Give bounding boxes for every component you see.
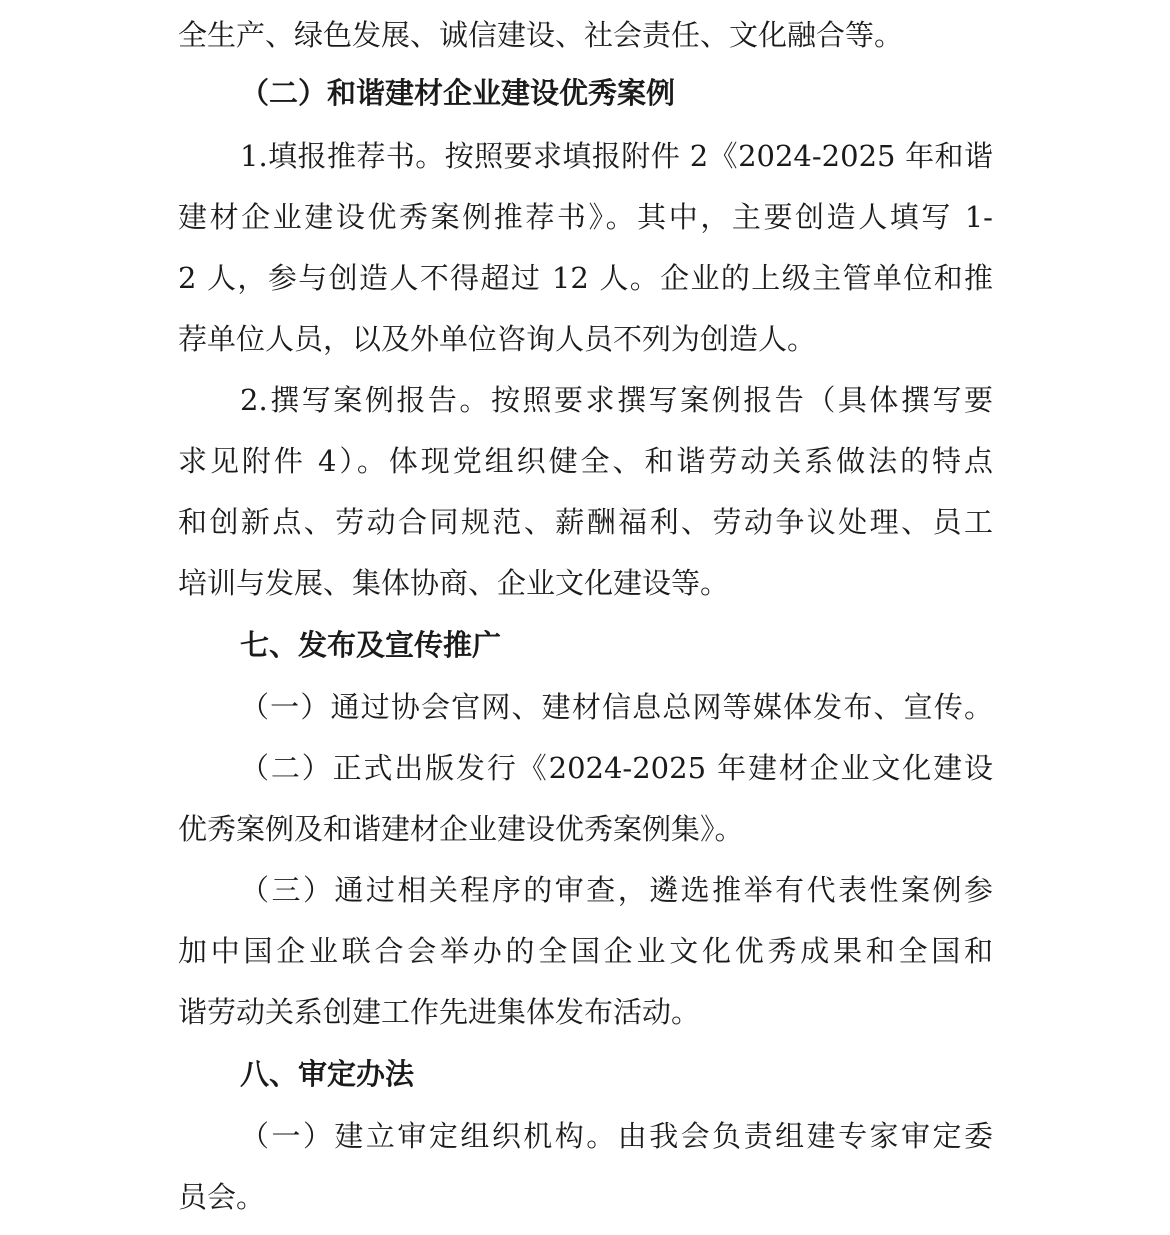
paragraph-line: （三）通过相关程序的审查，遴选推举有代表性案例参 — [240, 873, 993, 907]
paragraph-line: 建材企业建设优秀案例推荐书》。其中，主要创造人填写 1- — [178, 200, 993, 234]
paragraph-line: 优秀案例及和谐建材企业建设优秀案例集》。 — [178, 812, 744, 846]
paragraph-line: 谐劳动关系创建工作先进集体发布活动。 — [178, 995, 701, 1029]
section-heading: 七、发布及宣传推广 — [240, 628, 502, 662]
paragraph-line: （一）通过协会官网、建材信息总网等媒体发布、宣传。 — [240, 690, 993, 724]
paragraph-line: （二）正式出版发行《2024-2025 年建材企业文化建设 — [240, 751, 993, 785]
paragraph-line: 加中国企业联合会举办的全国企业文化优秀成果和全国和 — [178, 934, 993, 968]
section-heading: （二）和谐建材企业建设优秀案例 — [240, 76, 676, 110]
paragraph-line: 全生产、绿色发展、诚信建设、社会责任、文化融合等。 — [178, 18, 904, 52]
paragraph-line: （一）建立审定组织机构。由我会负责组建专家审定委 — [240, 1119, 993, 1153]
paragraph-line: 求见附件 4）。体现党组织健全、和谐劳动关系做法的特点 — [178, 444, 993, 478]
paragraph-line: 2 人，参与创造人不得超过 12 人。企业的上级主管单位和推 — [178, 261, 993, 295]
paragraph-line: 荐单位人员，以及外单位咨询人员不列为创造人。 — [178, 322, 817, 356]
paragraph-line: 员会。 — [178, 1180, 266, 1214]
paragraph-line: 1.填报推荐书。按照要求填报附件 2《2024-2025 年和谐 — [240, 139, 993, 173]
paragraph-line: 和创新点、劳动合同规范、薪酬福利、劳动争议处理、员工 — [178, 505, 993, 539]
paragraph-line: 2.撰写案例报告。按照要求撰写案例报告（具体撰写要 — [240, 383, 993, 417]
paragraph-line: 培训与发展、集体协商、企业文化建设等。 — [178, 566, 730, 600]
section-heading: 八、审定办法 — [240, 1057, 415, 1091]
